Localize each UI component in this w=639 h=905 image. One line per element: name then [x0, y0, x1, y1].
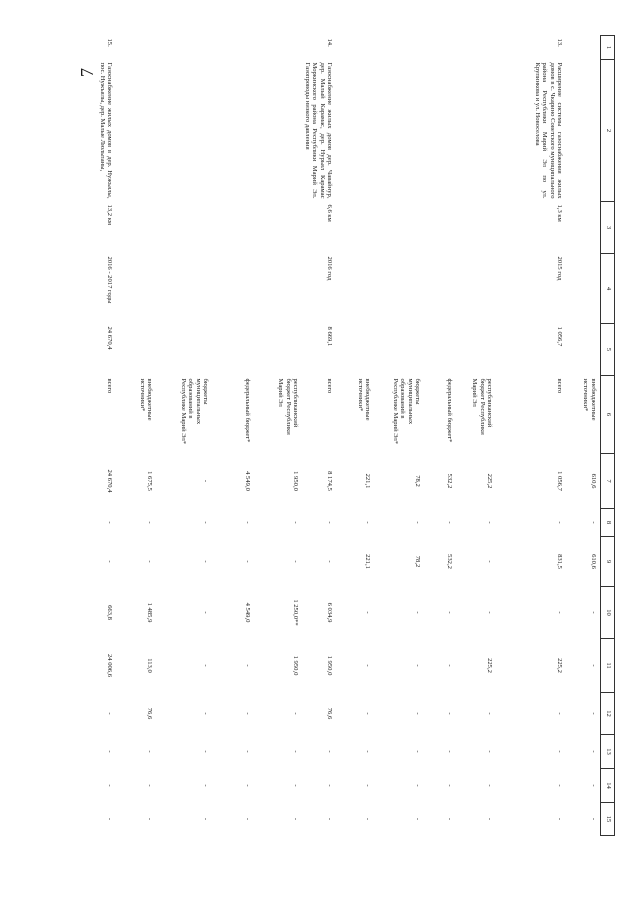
cell-c11: - — [364, 664, 372, 667]
cell-c10: 1 250,0** — [292, 599, 300, 626]
cell-len — [567, 202, 601, 254]
cell-len — [337, 202, 375, 254]
cell-c9: - — [292, 560, 300, 563]
cell-c8: - — [202, 521, 210, 524]
cell-c14: - — [106, 784, 114, 787]
cell-cost: 8 669,1 — [326, 326, 334, 347]
cell-c12: - — [486, 712, 494, 715]
cell-c11: - — [202, 664, 210, 667]
cell-c8: - — [364, 521, 372, 524]
cell-src: республиканский бюджет Республики Марий Эл — [277, 378, 300, 435]
cell-cost — [157, 324, 213, 376]
cell-year — [157, 254, 213, 324]
cell-n: 15. — [106, 38, 114, 47]
cell-c7: 24 670,4 — [106, 469, 114, 493]
cell-c13: - — [364, 750, 372, 753]
cell-c11: 1 950,0 — [326, 655, 334, 676]
cell-c9: 831,5 — [556, 554, 564, 569]
cell-c9: 221,1 — [364, 554, 372, 569]
cell-c15: - — [446, 817, 454, 821]
cell-c9: - — [202, 560, 210, 563]
cell-src: всего — [326, 378, 334, 394]
table-row — [213, 36, 255, 836]
cell-c10: 1 485,9 — [146, 602, 154, 623]
cell-c11: - — [590, 664, 597, 667]
cell-n — [117, 36, 157, 60]
col-header-14: 14 — [601, 769, 615, 803]
cell-n — [255, 36, 303, 60]
col-header-15: 15 — [601, 803, 615, 836]
cell-len: 6,6 км — [326, 204, 334, 222]
cell-len: 13,2 км — [106, 204, 114, 226]
cell-len — [255, 202, 303, 254]
cell-c15: - — [414, 817, 422, 821]
cell-c12: - — [414, 712, 422, 715]
cell-src: всего — [556, 378, 564, 394]
cell-c10: 6 034,9 — [326, 602, 334, 623]
cell-c14: - — [364, 784, 372, 787]
cell-len — [457, 202, 497, 254]
cell-name — [567, 60, 601, 202]
cell-name — [213, 60, 255, 202]
cell-c11: 1 950,0 — [292, 655, 300, 676]
table-row — [77, 36, 117, 836]
cell-c14: - — [414, 784, 422, 787]
cell-c12: - — [446, 712, 454, 715]
cell-c7: 1 056,7 — [556, 471, 564, 491]
cell-c8: - — [292, 521, 300, 524]
cell-c8: - — [556, 521, 564, 524]
cell-year — [337, 254, 375, 324]
cell-c11: - — [244, 664, 252, 667]
cell-c13: - — [446, 750, 454, 753]
cell-n — [457, 36, 497, 60]
table-row — [255, 36, 303, 836]
cell-c7: 4 549,0 — [244, 471, 252, 491]
cell-c15: - — [292, 817, 300, 821]
cell-c12: 76,6 — [326, 707, 334, 720]
cell-c8: - — [590, 521, 597, 524]
program-table — [77, 35, 616, 836]
col-header-7: 7 — [601, 454, 615, 509]
cell-c7: - — [202, 479, 210, 483]
cell-c7: 225,2 — [486, 473, 494, 489]
cell-c11: 225,2 — [556, 658, 564, 673]
cell-c15: - — [106, 817, 114, 821]
cell-c8: - — [326, 521, 334, 524]
cell-c13: - — [486, 750, 494, 753]
cell-c9: 78,2 — [414, 555, 422, 568]
cell-c12: 76,6 — [146, 707, 154, 720]
cell-cost — [425, 324, 457, 376]
cell-src: республиканский бюджет Республики Марий Эл — [471, 378, 494, 435]
cell-name: Расширение системы газоснабжения жилых домов в с. Чкарино Советского муниципального района Республики Марий Эл по ул. Крупинкова и ул. Новоселова — [533, 62, 564, 199]
cell-name — [425, 60, 457, 202]
cell-c8: - — [414, 521, 422, 524]
column-number-header — [601, 36, 615, 836]
cell-c8: - — [446, 521, 454, 524]
col-header-12: 12 — [601, 693, 615, 735]
cell-name — [117, 60, 157, 202]
cell-n — [337, 36, 375, 60]
cell-c15: - — [244, 817, 252, 821]
cell-len — [213, 202, 255, 254]
cell-n — [375, 36, 425, 60]
cell-c12: - — [244, 712, 252, 715]
cell-src: федеральный бюджет* — [446, 378, 454, 443]
cell-c9: - — [146, 560, 154, 563]
cell-n — [567, 36, 601, 60]
col-header-10: 10 — [601, 587, 615, 639]
table-row — [337, 36, 375, 836]
cell-c11: - — [446, 664, 454, 667]
cell-name — [375, 60, 425, 202]
cell-year — [117, 254, 157, 324]
cell-len — [157, 202, 213, 254]
cell-name — [457, 60, 497, 202]
cell-c14: - — [244, 784, 252, 787]
cell-len — [117, 202, 157, 254]
cell-c8: - — [486, 521, 494, 524]
cell-c15: - — [364, 817, 372, 821]
col-header-5: 5 — [601, 324, 615, 376]
cell-src: бюджеты муниципальных образований в Республике Марий Эл* — [391, 378, 422, 445]
cell-c12: - — [590, 712, 597, 715]
cell-year — [375, 254, 425, 324]
cell-c12: - — [106, 712, 114, 715]
cell-n: 14. — [326, 38, 334, 47]
table-row — [117, 36, 157, 836]
cell-c11: 24 006,6 — [106, 653, 114, 678]
cell-c7: 78,2 — [414, 475, 422, 487]
cell-c8: - — [106, 521, 114, 524]
cell-c13: - — [292, 750, 300, 753]
cell-c14: - — [292, 784, 300, 787]
cell-c12: - — [202, 712, 210, 715]
table-row — [567, 36, 601, 836]
cell-src: бюджеты муниципальных образований в Республике Марий Эл* — [179, 378, 210, 445]
cell-c7: 1 950,0 — [292, 471, 300, 491]
col-header-6: 6 — [601, 376, 615, 454]
cell-c15: - — [556, 817, 564, 821]
cell-src: всего — [106, 378, 114, 394]
cell-c8: - — [244, 521, 252, 524]
cell-c15: - — [146, 817, 154, 821]
col-header-13: 13 — [601, 735, 615, 769]
cell-c15: - — [326, 817, 334, 821]
cell-c13: - — [146, 750, 154, 753]
cell-n: 13. — [556, 38, 564, 47]
cell-len: 1,3 км — [556, 204, 564, 222]
cell-c9: - — [244, 560, 252, 563]
col-header-1: 1 — [601, 36, 615, 60]
cell-c11: 225,2 — [486, 658, 494, 673]
cell-year — [425, 254, 457, 324]
cell-name: Газоснабжение жилых домов в дер. Нужъялы, пос. Нужъялы, дер. Малые Люльпаны, — [98, 62, 114, 199]
cell-c15: - — [486, 817, 494, 821]
cell-c13: - — [590, 750, 597, 753]
cell-cost — [337, 324, 375, 376]
cell-c8: - — [146, 521, 154, 524]
cell-c12: - — [556, 712, 564, 715]
cell-cost: 1 056,7 — [556, 326, 564, 347]
cell-len — [425, 202, 457, 254]
cell-c14: - — [556, 784, 564, 787]
cell-c9: - — [486, 560, 494, 563]
cell-n — [213, 36, 255, 60]
cell-year — [457, 254, 497, 324]
cell-c10: - — [446, 611, 454, 614]
table-row — [425, 36, 457, 836]
cell-cost: 24 670,4 — [106, 326, 114, 350]
cell-name — [157, 60, 213, 202]
cell-c10: - — [556, 611, 564, 614]
cell-c10: - — [590, 611, 597, 614]
cell-c7: 8 174,5 — [326, 471, 334, 491]
cell-c7: 1 675,5 — [146, 471, 154, 491]
cell-src: внебюджетные источники* — [356, 378, 372, 421]
cell-c13: - — [326, 750, 334, 753]
cell-n — [157, 36, 213, 60]
cell-len — [375, 202, 425, 254]
cell-c9: 532,2 — [446, 554, 454, 569]
cell-name — [255, 60, 303, 202]
cell-c10: - — [486, 611, 494, 614]
cell-cost — [457, 324, 497, 376]
cell-cost — [117, 324, 157, 376]
cell-name — [337, 60, 375, 202]
table-body — [77, 36, 601, 836]
cell-c10: 663,8 — [106, 605, 114, 620]
cell-c14: - — [486, 784, 494, 787]
cell-year: 2015 год — [556, 256, 564, 281]
cell-src: внебюджетные источники* — [582, 378, 597, 421]
cell-n — [425, 36, 457, 60]
cell-c14: - — [202, 784, 210, 787]
col-header-8: 8 — [601, 509, 615, 537]
cell-c15: - — [590, 817, 597, 821]
cell-c9: - — [326, 560, 334, 563]
col-header-2: 2 — [601, 60, 615, 202]
cell-c7: 221,1 — [364, 473, 372, 489]
cell-c10: - — [202, 611, 210, 614]
cell-c10: - — [414, 611, 422, 614]
cell-c14: - — [146, 784, 154, 787]
table-row — [457, 36, 497, 836]
cell-src: федеральный бюджет* — [244, 378, 252, 443]
cell-cost — [567, 324, 601, 376]
cell-c13: - — [106, 750, 114, 753]
cell-c11: 113,0 — [146, 658, 154, 673]
cell-c13: - — [556, 750, 564, 753]
col-header-11: 11 — [601, 639, 615, 693]
cell-c11: - — [414, 664, 422, 667]
cell-cost — [213, 324, 255, 376]
cell-c12: - — [364, 712, 372, 715]
cell-cost — [255, 324, 303, 376]
cell-c14: - — [326, 784, 334, 787]
cell-c13: - — [244, 750, 252, 753]
cell-year — [213, 254, 255, 324]
cell-year: 2016 год — [326, 256, 334, 281]
table-row — [303, 36, 337, 836]
cell-src: внебюджетные источники* — [138, 378, 154, 421]
cell-c10: 4 549,0 — [244, 602, 252, 623]
cell-cost — [375, 324, 425, 376]
cell-c13: - — [202, 750, 210, 753]
cell-c9: 610,6 — [590, 554, 597, 569]
table-row — [375, 36, 425, 836]
cell-c7: 532,2 — [446, 473, 454, 489]
table-row — [157, 36, 213, 836]
cell-c14: - — [446, 784, 454, 787]
col-header-9: 9 — [601, 537, 615, 587]
cell-c10: - — [364, 611, 372, 614]
cell-year: 2016 - 2017 годы — [106, 256, 114, 304]
col-header-3: 3 — [601, 202, 615, 254]
cell-c12: - — [292, 712, 300, 715]
cell-year — [255, 254, 303, 324]
table-row — [497, 36, 567, 836]
cell-c15: - — [202, 817, 210, 821]
col-header-4: 4 — [601, 254, 615, 324]
cell-year — [567, 254, 601, 324]
cell-name: Газоснабжение жилых домов дер. Чавайнур, дер. Малый Карамас, дер. Нурьял Карамас Моркинского района Республики Марий Эл. Газопроводы низкого давления — [303, 62, 334, 199]
cell-c14: - — [590, 784, 597, 787]
cell-c9: - — [106, 560, 114, 563]
page-number: 7 — [77, 68, 97, 77]
cell-c13: - — [414, 750, 422, 753]
cell-c7: 610,6 — [590, 473, 597, 489]
rotated-table-container — [98, 35, 615, 835]
